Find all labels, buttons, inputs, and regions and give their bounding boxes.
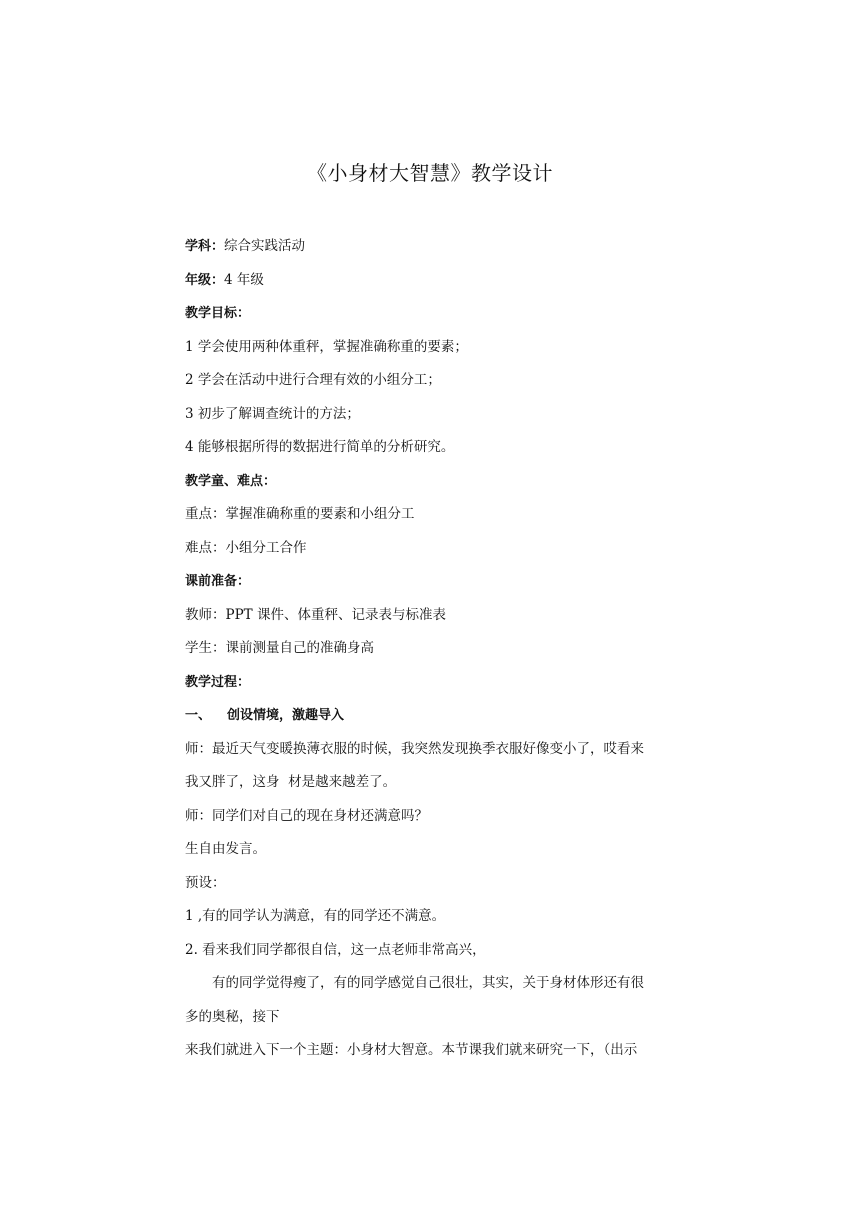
grade-line bbox=[185, 264, 685, 298]
process-heading: 教学过程： bbox=[185, 674, 251, 690]
process-line-2: 我又胖了，这身 材是越来越差了。 bbox=[185, 774, 397, 790]
subject-value: 综合实践活动 bbox=[224, 238, 306, 254]
grade-label: 年级： bbox=[185, 272, 225, 288]
process-line-5: 预设： bbox=[185, 874, 226, 891]
section-1-number: 一、 bbox=[185, 708, 212, 723]
section-1-title: 创设情境，激趣导入 bbox=[227, 708, 345, 723]
document-body bbox=[185, 230, 685, 1068]
document-title: 《小身材大智慧》教学设计 bbox=[307, 161, 553, 185]
process-line-3: 师：同学们对自己的现在身材还满意吗？ bbox=[185, 807, 428, 824]
preparation-teacher: 教师：PPT 课件、体重秤、记录表与标准表 bbox=[185, 606, 446, 623]
section-1-heading bbox=[185, 699, 685, 733]
key-points-heading: 教学童、难点： bbox=[185, 473, 277, 489]
subject-label: 学科： bbox=[185, 239, 225, 254]
process-line-8: 有的同学觉得瘦了，有的同学感觉自己很壮，其实，关于身材体形还有很 bbox=[212, 975, 644, 991]
process-line-1: 师：最近天气变暖换薄衣服的时候，我突然发现换季衣服好像变小了，哎看来 bbox=[185, 740, 644, 757]
objective-item-1: 1 学会使用两种体重秤，掌握准确称重的要素； bbox=[185, 338, 468, 355]
key-point-focus: 重点：掌握准确称重的要素和小组分工 bbox=[185, 506, 415, 522]
key-point-difficulty: 难点：小组分工合作 bbox=[185, 539, 307, 556]
objectives-heading: 教学目标： bbox=[185, 306, 251, 321]
objective-item-2: 2 学会在活动中进行合理有效的小组分工； bbox=[185, 372, 441, 388]
process-line-9: 多的奥秘，接下 bbox=[185, 1008, 280, 1025]
process-line-6: 1 ,有的同学认为满意，有的同学还不满意。 bbox=[185, 908, 446, 924]
process-line-4: 生自由发言。 bbox=[185, 841, 266, 857]
objective-item-3: 3 初步了解调查统计的方法； bbox=[185, 405, 360, 422]
grade-value: 4 年级 bbox=[224, 271, 264, 288]
process-line-7: 2. 看来我们同学都很自信，这一点老师非常高兴， bbox=[185, 941, 486, 958]
subject-line bbox=[185, 230, 685, 264]
preparation-student: 学生：课前测量自己的准确身高 bbox=[185, 640, 374, 656]
preparation-heading: 课前准备： bbox=[185, 574, 251, 589]
process-line-10: 来我们就进入下一个主题：小身材大智意。本节课我们就来研究一下，（出示 bbox=[185, 1042, 638, 1058]
objective-item-4: 4 能够根据所得的数据进行简单的分析研究。 bbox=[185, 439, 455, 455]
